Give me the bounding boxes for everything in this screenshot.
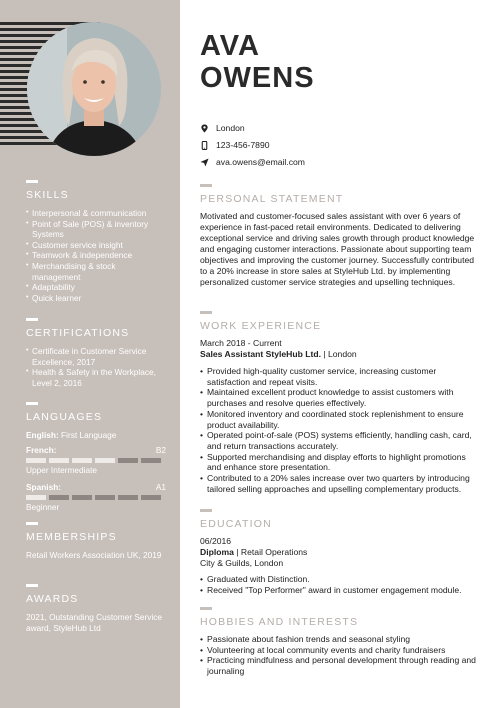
hobbies-section [200,607,478,677]
rating-segment [72,495,92,500]
rating-segment [26,495,46,500]
languages-heading: LANGUAGES [26,411,103,423]
personal-statement-section [200,184,478,288]
language-spanish-code: A1 [155,481,166,492]
contact-location [200,123,245,133]
rating-segment [141,458,161,463]
languages-section [26,402,166,512]
list-item: • Customer service insight [26,240,166,251]
language-english-label: English: [26,430,59,440]
list-item: • Point of Sale (POS) & inventory Systems [26,219,166,240]
certifications-heading: CERTIFICATIONS [26,327,130,339]
awards-heading: AWARDS [26,593,79,605]
list-item: • Quick learner [26,293,166,304]
rating-segment [72,458,92,463]
phone-text: 123-456-7890 [216,140,270,150]
list-item: • Volunteering at local community events and charity fundraisers [200,645,478,656]
list-item: • Provided high-quality customer service, increasing customer satisfaction and repeat visits. [200,366,478,387]
list-item: • Maintained excellent product knowledge to assist customers with purchases and resolve queries effectively. [200,387,478,408]
rating-segment [118,495,138,500]
language-english [26,430,166,441]
section-marker [200,311,212,314]
list-item: • Practicing mindfulness and personal development through reading and journaling [200,655,478,676]
language-spanish-label: Spanish: [26,481,62,492]
list-item: • Adaptability [26,282,166,293]
rating-segment [26,458,46,463]
list-item: • Interpersonal & communication [26,208,166,219]
rating-segment [49,495,69,500]
education-date: 06/2016 [200,536,232,546]
profile-photo [27,22,161,156]
education-section [200,509,478,595]
awards-text: 2021, Outstanding Customer Service award, StyleHub Ltd [26,612,163,633]
hobbies-list [200,634,478,677]
list-item: • Contributed to a 20% sales increase over two quarters by introducing tailored selling approaches and upselling complementary products. [200,473,478,494]
education-degree-line [200,547,478,558]
language-english-value: First Language [58,430,117,440]
list-item: • Teamwork & independence [26,250,166,261]
work-experience-heading: WORK EXPERIENCE [200,320,322,332]
certifications-section [26,318,166,388]
section-marker [26,318,38,321]
education-degree: Diploma [200,547,234,557]
job-location: | London [320,349,357,359]
job-dates: March 2018 - Current [200,338,282,348]
certifications-list [26,346,166,388]
awards-section [26,584,166,633]
list-item: • Graduated with Distinction. [200,574,478,585]
skills-section [26,180,166,303]
work-experience-section [200,311,478,494]
send-icon [200,158,209,167]
language-french-label: French: [26,445,57,455]
last-name: OWENS [200,62,315,94]
language-french-code: B2 [155,445,166,455]
list-item: • Monitored inventory and coordinated stock replenishment to ensure product availability. [200,409,478,430]
rating-segment [49,458,69,463]
section-marker [26,402,38,405]
job-role: Sales Assistant StyleHub Ltd. [200,349,321,359]
candidate-name [200,30,315,94]
memberships-heading: MEMBERSHIPS [26,531,117,543]
skills-list [26,208,166,303]
list-item: • Certificate in Customer Service Excellence, 2017 [26,346,166,367]
personal-statement-text: Motivated and customer-focused sales assistant with over 6 years of experience in fast-paced retail environments. Dedicated to delivering exceptional service and driving sales growth through product knowledge and engaging customer interactions. Passionate about supporting team objectives and improving the customer journey. Successfully contributed to a 20% increase in store sales at StyleHub Ltd. by implementing personalized customer service strategies and upselling techniques. [200,211,475,287]
section-marker [26,180,38,183]
list-item: • Passionate about fashion trends and seasonal styling [200,634,478,645]
sidebar [0,0,180,708]
hobbies-heading: HOBBIES AND INTERESTS [200,616,359,628]
first-name: AVA [200,30,260,62]
section-marker [200,607,212,610]
list-item: • Operated point-of-sale (POS) systems efficiently, handling cash, card, and return transactions accurately. [200,430,478,451]
memberships-text: Retail Workers Association UK, 2019 [26,550,162,560]
language-french [26,445,166,456]
education-list [200,574,478,595]
language-french-rating [26,458,166,463]
section-marker [200,184,212,187]
skills-heading: SKILLS [26,189,69,201]
language-spanish [26,482,166,493]
rating-segment [95,458,115,463]
contact-phone [200,140,270,150]
location-pin-icon [200,124,209,133]
section-marker [26,584,38,587]
section-marker [26,522,38,525]
language-spanish-level: Beginner [26,501,60,512]
language-spanish-rating [26,495,166,500]
rating-segment [118,458,138,463]
section-marker [200,509,212,512]
rating-segment [95,495,115,500]
language-french-level: Upper Intermediate [26,465,98,475]
email-text[interactable]: ava.owens@email.com [216,157,305,167]
education-heading: EDUCATION [200,518,272,530]
location-text: London [216,123,245,133]
rating-segment [141,495,161,500]
list-item: • Supported merchandising and display efforts to highlight promotions and enhance store presentation. [200,452,478,473]
education-school: City & Guilds, London [200,558,284,568]
work-experience-list [200,366,478,494]
list-item: • Merchandising & stock management [26,261,166,282]
memberships-section [26,522,166,561]
contact-email [200,157,305,167]
phone-icon [200,141,209,150]
job-title [200,349,478,360]
personal-statement-heading: PERSONAL STATEMENT [200,193,344,205]
list-item: • Health & Safety in the Workplace, Level 2, 2016 [26,367,166,388]
education-field: | Retail Operations [233,547,308,557]
list-item: • Received "Top Performer" award in customer engagement module. [200,585,478,596]
